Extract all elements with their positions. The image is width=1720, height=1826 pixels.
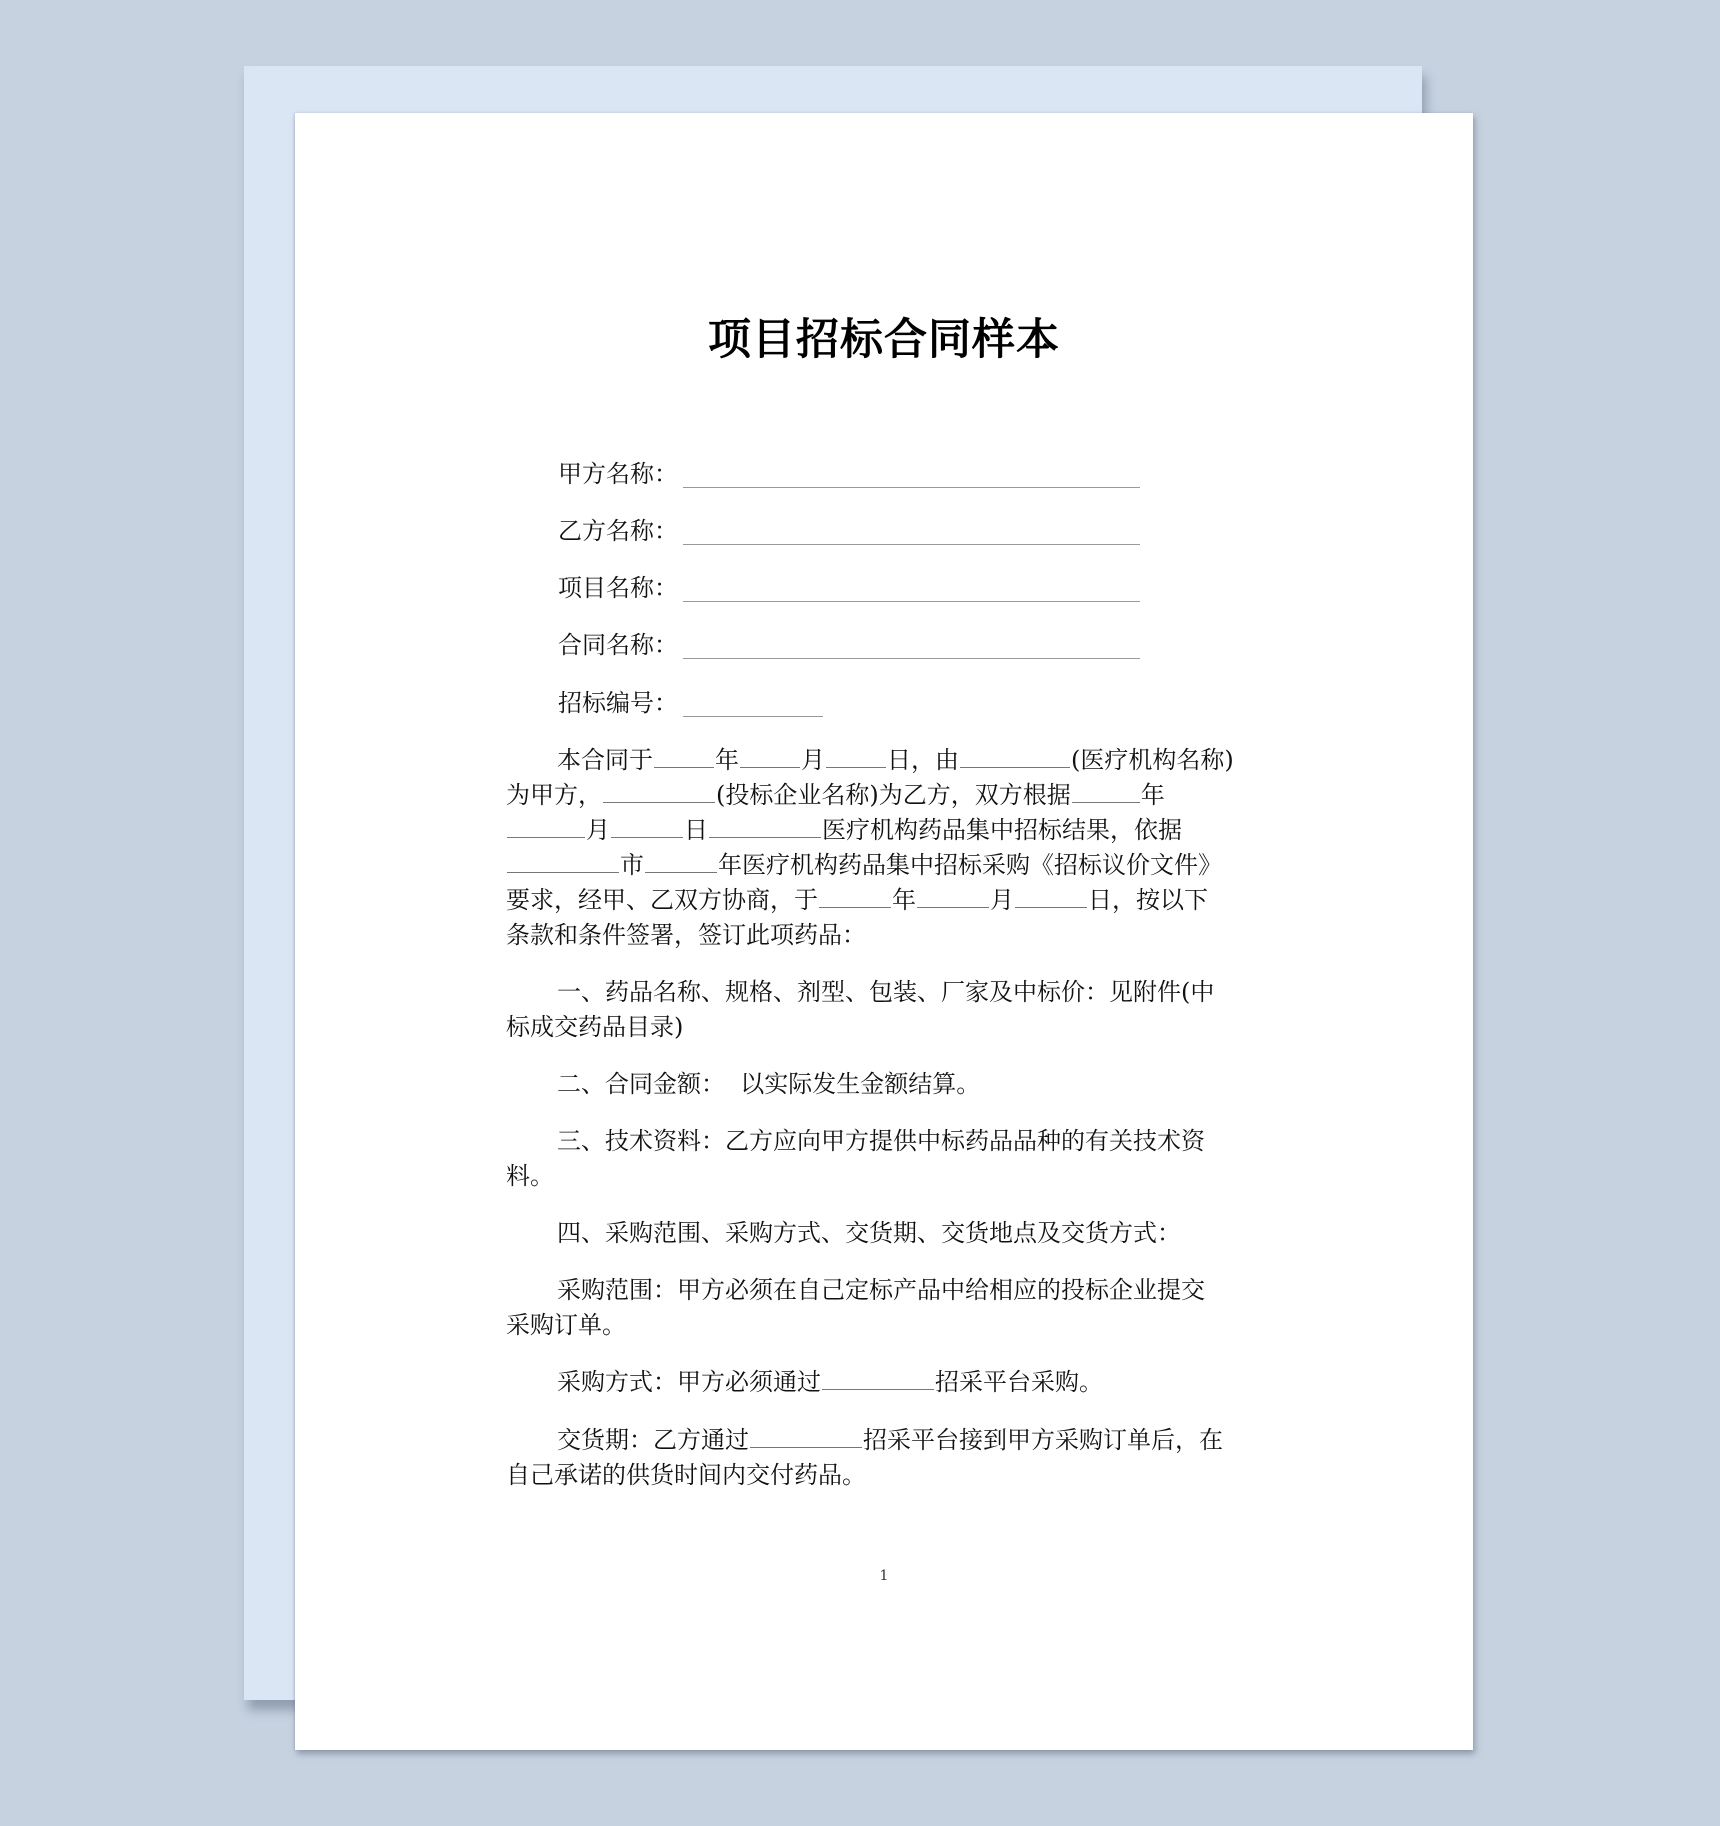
field-party-a-blank[interactable] [683, 487, 1140, 488]
text: 要求，经甲、乙双方协商，于 [506, 886, 818, 914]
blank-day[interactable] [611, 815, 683, 838]
text: 年 [1140, 781, 1165, 809]
blank-institution[interactable] [960, 745, 1070, 768]
method-line [557, 1365, 1103, 1400]
text: 医疗机构药品集中招标结果，依据 [822, 816, 1182, 844]
blank-day[interactable] [1015, 885, 1087, 908]
preamble-line-4 [506, 848, 1222, 883]
text: 月 [801, 746, 825, 774]
delivery-line-1 [557, 1423, 1223, 1458]
text: 月 [586, 816, 610, 844]
blank-platform[interactable] [822, 1367, 934, 1390]
preamble-line-1 [557, 743, 1234, 778]
text: 本合同于 [557, 746, 653, 774]
clause-1-line-1: 一、药品名称、规格、剂型、包装、厂家及中标价：见附件(中 [557, 978, 1215, 1006]
text: 日，按以下 [1088, 886, 1208, 914]
blank-region[interactable] [709, 815, 821, 838]
clause-2: 二、合同金额： 以实际发生金额结算。 [557, 1070, 981, 1098]
text: 日 [684, 816, 708, 844]
text: 为甲方， [506, 781, 602, 809]
blank-city[interactable] [507, 850, 619, 873]
blank-year[interactable] [1072, 780, 1140, 803]
preamble-line-2 [506, 778, 1165, 813]
text: 年 [892, 886, 916, 914]
clause-3-line-1: 三、技术资料：乙方应向甲方提供中标药品品种的有关技术资 [557, 1127, 1205, 1155]
field-contract-name-blank[interactable] [683, 658, 1140, 659]
text: 月 [990, 886, 1014, 914]
text: (医疗机构名称) [1071, 746, 1234, 774]
document-page [295, 113, 1473, 1750]
text: 年医疗机构药品集中招标采购《招标议价文件》 [718, 851, 1222, 879]
blank-month[interactable] [917, 885, 989, 908]
field-project-name-label: 项目名称： [558, 574, 678, 602]
delivery-line-2: 自己承诺的供货时间内交付药品。 [506, 1461, 866, 1489]
text: 招采平台采购。 [935, 1368, 1103, 1396]
scope-line-1: 采购范围：甲方必须在自己定标产品中给相应的投标企业提交 [557, 1276, 1205, 1304]
text: 日，由 [887, 746, 959, 774]
document-title: 项目招标合同样本 [708, 315, 1060, 365]
blank-year[interactable] [645, 850, 717, 873]
blank-month[interactable] [740, 745, 800, 768]
scope-line-2: 采购订单。 [506, 1311, 626, 1339]
field-bid-number-blank[interactable] [683, 716, 823, 717]
text: 招采平台接到甲方采购订单后，在 [863, 1426, 1223, 1454]
blank-bidder[interactable] [603, 780, 715, 803]
preamble-line-5 [506, 883, 1208, 918]
text: 交货期：乙方通过 [557, 1426, 749, 1454]
field-project-name-blank[interactable] [683, 601, 1140, 602]
preamble-line-3 [506, 813, 1182, 848]
blank-month[interactable] [507, 815, 585, 838]
field-contract-name-label: 合同名称： [558, 631, 678, 659]
blank-day[interactable] [826, 745, 886, 768]
field-party-b-label: 乙方名称： [558, 517, 678, 545]
preamble-line-6: 条款和条件签署，签订此项药品： [506, 921, 866, 949]
page-number: 1 [879, 1568, 889, 1584]
clause-1-line-2: 标成交药品目录) [506, 1013, 684, 1041]
text: 年 [715, 746, 739, 774]
clause-3-line-2: 料。 [506, 1162, 554, 1190]
field-party-a-label: 甲方名称： [558, 460, 678, 488]
blank-year[interactable] [654, 745, 714, 768]
field-party-b-blank[interactable] [683, 544, 1140, 545]
text: (投标企业名称)为乙方，双方根据 [716, 781, 1071, 809]
blank-year[interactable] [819, 885, 891, 908]
field-bid-number-label: 招标编号： [558, 689, 678, 717]
text: 采购方式：甲方必须通过 [557, 1368, 821, 1396]
clause-4: 四、采购范围、采购方式、交货期、交货地点及交货方式： [557, 1219, 1181, 1247]
text: 市 [620, 851, 644, 879]
blank-platform[interactable] [750, 1425, 862, 1448]
